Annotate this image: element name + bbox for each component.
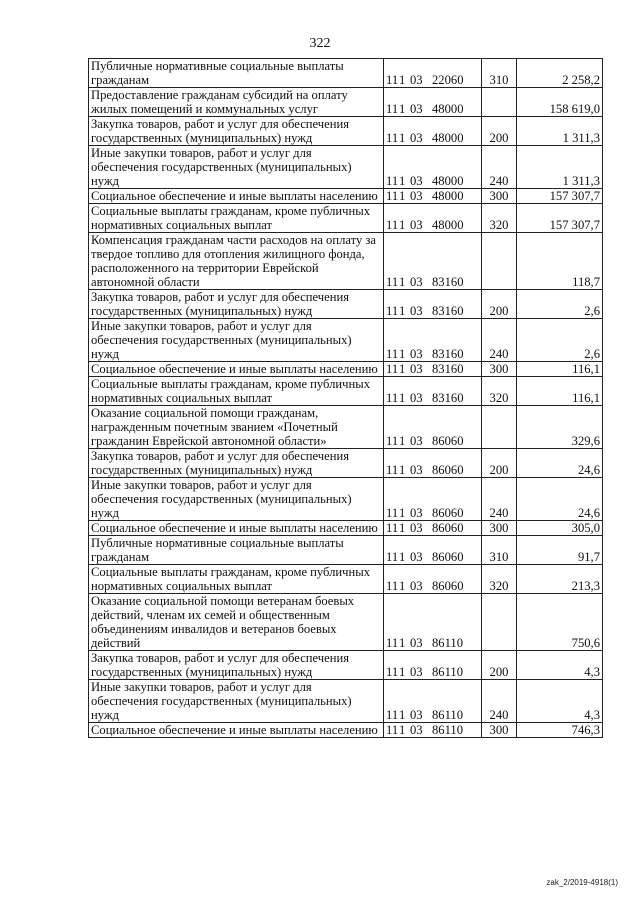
table-row: [89, 723, 603, 738]
table-row: [89, 406, 603, 449]
amount-cell: 746,3: [517, 723, 603, 738]
expense-type-cell: 240: [482, 319, 517, 362]
code-part: 03: [410, 434, 423, 448]
amount-cell: 1 311,3: [517, 146, 603, 189]
amount-cell: 91,7: [517, 536, 603, 565]
expense-type-cell: [482, 406, 517, 449]
target-article-code-cell: [384, 406, 482, 449]
target-article-code-cell: [384, 117, 482, 146]
expense-name-cell: Публичные нормативные социальные выплаты гражданам: [89, 536, 384, 565]
table-row: [89, 319, 603, 362]
code-part: 11: [386, 434, 399, 448]
expense-type-cell: 320: [482, 377, 517, 406]
table-row: [89, 594, 603, 651]
target-article-code-cell: [384, 290, 482, 319]
code-part: 03: [410, 362, 423, 376]
code-part: 86110: [432, 665, 464, 679]
budget-table-body: [89, 59, 603, 738]
code-part: 03: [410, 275, 423, 289]
amount-cell: 4,3: [517, 680, 603, 723]
target-article-code-cell: [384, 449, 482, 478]
code-part: 03: [410, 73, 423, 87]
table-row: [89, 651, 603, 680]
amount-cell: 116,1: [517, 362, 603, 377]
table-row: [89, 449, 603, 478]
code-part: 1: [399, 218, 406, 232]
code-part: 11: [386, 189, 399, 203]
code-part: 86060: [432, 579, 464, 593]
code-part: 1: [399, 550, 406, 564]
target-article-code-cell: [384, 377, 482, 406]
code-part: 11: [386, 347, 399, 361]
expense-type-cell: 240: [482, 146, 517, 189]
expense-name-cell: Иные закупки товаров, работ и услуг для обеспечения государственных (муниципальных) нужд: [89, 680, 384, 723]
expense-name-cell: Закупка товаров, работ и услуг для обеспечения государственных (муниципальных) нужд: [89, 117, 384, 146]
target-article-code-cell: [384, 651, 482, 680]
code-part: 03: [410, 636, 423, 650]
target-article-code-cell: [384, 680, 482, 723]
code-part: 03: [410, 463, 423, 477]
code-part: 03: [410, 174, 423, 188]
expense-type-cell: 200: [482, 290, 517, 319]
expense-name-cell: Закупка товаров, работ и услуг для обеспечения государственных (муниципальных) нужд: [89, 290, 384, 319]
code-part: 1: [399, 723, 406, 737]
code-part: 1: [399, 391, 406, 405]
code-part: 11: [386, 521, 399, 535]
amount-cell: 329,6: [517, 406, 603, 449]
expense-type-cell: 320: [482, 204, 517, 233]
table-row: [89, 680, 603, 723]
code-part: 86060: [432, 434, 464, 448]
expense-type-cell: [482, 594, 517, 651]
expense-type-cell: 300: [482, 521, 517, 536]
table-row: [89, 146, 603, 189]
code-part: 11: [386, 463, 399, 477]
expense-name-cell: Социальное обеспечение и иные выплаты населению: [89, 521, 384, 536]
amount-cell: 24,6: [517, 449, 603, 478]
code-part: 11: [386, 362, 399, 376]
target-article-code-cell: [384, 189, 482, 204]
code-part: 83160: [432, 304, 464, 318]
code-part: 1: [399, 665, 406, 679]
table-row: [89, 536, 603, 565]
target-article-code-cell: [384, 204, 482, 233]
code-part: 11: [386, 131, 399, 145]
document-footer-code: zak_2/2019-4918(1): [546, 878, 618, 887]
amount-cell: 305,0: [517, 521, 603, 536]
code-part: 1: [399, 708, 406, 722]
code-part: 48000: [432, 131, 464, 145]
expense-type-cell: 320: [482, 565, 517, 594]
code-part: 83160: [432, 362, 464, 376]
code-part: 11: [386, 636, 399, 650]
amount-cell: 157 307,7: [517, 189, 603, 204]
expense-name-cell: Социальные выплаты гражданам, кроме публичных нормативных социальных выплат: [89, 565, 384, 594]
table-row: [89, 478, 603, 521]
code-part: 11: [386, 579, 399, 593]
target-article-code-cell: [384, 319, 482, 362]
expense-type-cell: 240: [482, 680, 517, 723]
code-part: 1: [399, 304, 406, 318]
table-row: [89, 521, 603, 536]
expense-name-cell: Закупка товаров, работ и услуг для обеспечения государственных (муниципальных) нужд: [89, 651, 384, 680]
code-part: 03: [410, 550, 423, 564]
code-part: 1: [399, 434, 406, 448]
target-article-code-cell: [384, 146, 482, 189]
amount-cell: 1 311,3: [517, 117, 603, 146]
expense-type-cell: 310: [482, 536, 517, 565]
table-row: [89, 362, 603, 377]
code-part: 86060: [432, 463, 464, 477]
code-part: 03: [410, 723, 423, 737]
expense-type-cell: 240: [482, 478, 517, 521]
code-part: 86110: [432, 723, 464, 737]
code-part: 03: [410, 391, 423, 405]
code-part: 86060: [432, 521, 464, 535]
code-part: 1: [399, 131, 406, 145]
expense-name-cell: Социальные выплаты гражданам, кроме публичных нормативных социальных выплат: [89, 204, 384, 233]
target-article-code-cell: [384, 565, 482, 594]
target-article-code-cell: [384, 594, 482, 651]
code-part: 03: [410, 304, 423, 318]
expense-name-cell: Иные закупки товаров, работ и услуг для обеспечения государственных (муниципальных) нужд: [89, 478, 384, 521]
expense-name-cell: Социальное обеспечение и иные выплаты населению: [89, 723, 384, 738]
target-article-code-cell: [384, 59, 482, 88]
code-part: 86060: [432, 506, 464, 520]
budget-table: [88, 58, 603, 738]
table-row: [89, 204, 603, 233]
code-part: 03: [410, 102, 423, 116]
amount-cell: 2 258,2: [517, 59, 603, 88]
expense-type-cell: 200: [482, 651, 517, 680]
code-part: 11: [386, 304, 399, 318]
expense-name-cell: Социальное обеспечение и иные выплаты населению: [89, 362, 384, 377]
amount-cell: 24,6: [517, 478, 603, 521]
expense-type-cell: 300: [482, 362, 517, 377]
code-part: 03: [410, 521, 423, 535]
table-row: [89, 59, 603, 88]
expense-name-cell: Оказание социальной помощи гражданам, награжденным почетным званием «Почетный гражданин Еврейской автономной области»: [89, 406, 384, 449]
expense-type-cell: 200: [482, 117, 517, 146]
code-part: 22060: [432, 73, 464, 87]
expense-name-cell: Предоставление гражданам субсидий на оплату жилых помещений и коммунальных услуг: [89, 88, 384, 117]
code-part: 11: [386, 391, 399, 405]
expense-name-cell: Публичные нормативные социальные выплаты гражданам: [89, 59, 384, 88]
target-article-code-cell: [384, 362, 482, 377]
code-part: 11: [386, 506, 399, 520]
code-part: 86110: [432, 708, 464, 722]
amount-cell: 750,6: [517, 594, 603, 651]
code-part: 1: [399, 275, 406, 289]
code-part: 1: [399, 521, 406, 535]
expense-name-cell: Социальные выплаты гражданам, кроме публичных нормативных социальных выплат: [89, 377, 384, 406]
code-part: 48000: [432, 102, 464, 116]
table-row: [89, 117, 603, 146]
table-row: [89, 565, 603, 594]
expense-type-cell: 300: [482, 723, 517, 738]
code-part: 03: [410, 347, 423, 361]
expense-type-cell: 200: [482, 449, 517, 478]
code-part: 03: [410, 131, 423, 145]
code-part: 1: [399, 174, 406, 188]
code-part: 11: [386, 73, 399, 87]
code-part: 11: [386, 102, 399, 116]
code-part: 86110: [432, 636, 464, 650]
amount-cell: 2,6: [517, 290, 603, 319]
code-part: 1: [399, 347, 406, 361]
code-part: 83160: [432, 391, 464, 405]
code-part: 48000: [432, 189, 464, 203]
code-part: 03: [410, 665, 423, 679]
table-row: [89, 233, 603, 290]
code-part: 1: [399, 636, 406, 650]
amount-cell: 158 619,0: [517, 88, 603, 117]
code-part: 11: [386, 723, 399, 737]
code-part: 48000: [432, 218, 464, 232]
table-row: [89, 88, 603, 117]
target-article-code-cell: [384, 723, 482, 738]
code-part: 1: [399, 463, 406, 477]
code-part: 11: [386, 218, 399, 232]
code-part: 1: [399, 506, 406, 520]
code-part: 83160: [432, 347, 464, 361]
amount-cell: 2,6: [517, 319, 603, 362]
expense-type-cell: 300: [482, 189, 517, 204]
code-part: 11: [386, 275, 399, 289]
target-article-code-cell: [384, 521, 482, 536]
code-part: 03: [410, 708, 423, 722]
code-part: 83160: [432, 275, 464, 289]
amount-cell: 116,1: [517, 377, 603, 406]
expense-name-cell: Иные закупки товаров, работ и услуг для обеспечения государственных (муниципальных) нужд: [89, 146, 384, 189]
code-part: 86060: [432, 550, 464, 564]
expense-name-cell: Компенсация гражданам части расходов на оплату за твердое топливо для отопления жилищного фонда, расположенного на территории Еврейской автономной области: [89, 233, 384, 290]
amount-cell: 4,3: [517, 651, 603, 680]
code-part: 11: [386, 174, 399, 188]
page-number: 322: [309, 36, 331, 51]
table-row: [89, 377, 603, 406]
expense-name-cell: Иные закупки товаров, работ и услуг для обеспечения государственных (муниципальных) нужд: [89, 319, 384, 362]
target-article-code-cell: [384, 233, 482, 290]
expense-name-cell: Оказание социальной помощи ветеранам боевых действий, членам их семей и общественным объединениям инвалидов и ветеранов боевых действий: [89, 594, 384, 651]
amount-cell: 157 307,7: [517, 204, 603, 233]
expense-type-cell: 310: [482, 59, 517, 88]
target-article-code-cell: [384, 88, 482, 117]
expense-type-cell: [482, 88, 517, 117]
amount-cell: 213,3: [517, 565, 603, 594]
table-row: [89, 290, 603, 319]
target-article-code-cell: [384, 478, 482, 521]
expense-name-cell: Закупка товаров, работ и услуг для обеспечения государственных (муниципальных) нужд: [89, 449, 384, 478]
code-part: 1: [399, 73, 406, 87]
code-part: 1: [399, 102, 406, 116]
code-part: 1: [399, 362, 406, 376]
code-part: 11: [386, 708, 399, 722]
code-part: 1: [399, 189, 406, 203]
code-part: 11: [386, 550, 399, 564]
code-part: 03: [410, 579, 423, 593]
code-part: 11: [386, 665, 399, 679]
amount-cell: 118,7: [517, 233, 603, 290]
table-row: [89, 189, 603, 204]
target-article-code-cell: [384, 536, 482, 565]
code-part: 03: [410, 506, 423, 520]
code-part: 03: [410, 218, 423, 232]
code-part: 48000: [432, 174, 464, 188]
code-part: 03: [410, 189, 423, 203]
expense-name-cell: Социальное обеспечение и иные выплаты населению: [89, 189, 384, 204]
code-part: 1: [399, 579, 406, 593]
expense-type-cell: [482, 233, 517, 290]
